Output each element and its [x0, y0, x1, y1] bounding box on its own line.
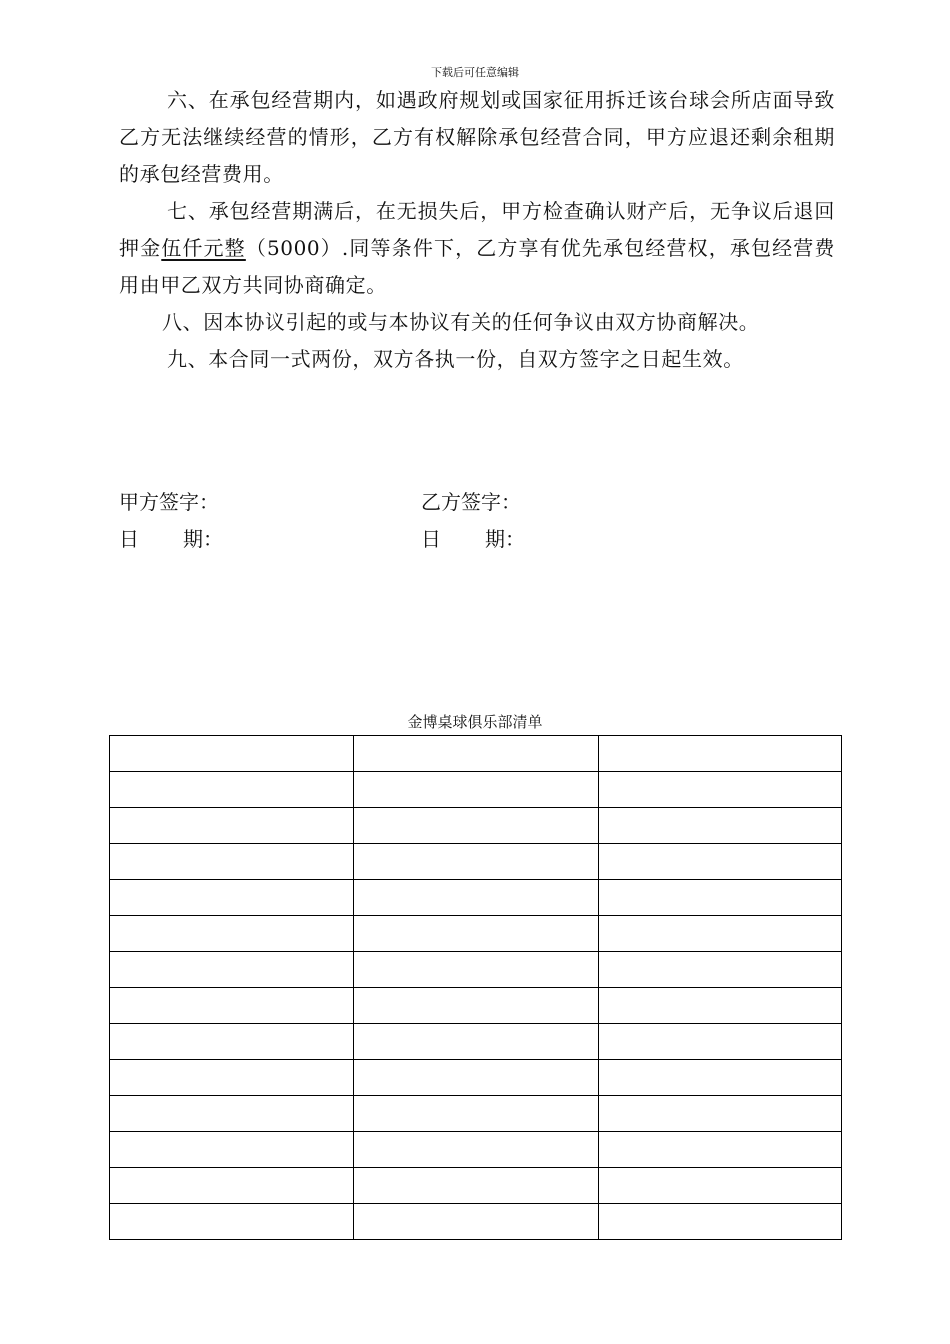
- table-cell: [354, 1024, 599, 1060]
- clause-8: 八、因本协议引起的或与本协议有关的任何争议由双方协商解决。: [162, 310, 760, 334]
- party-b-date-label: [421, 521, 525, 558]
- table-cell: [110, 736, 354, 772]
- table-cell: [599, 808, 842, 844]
- table-cell: [110, 772, 354, 808]
- table-row: [110, 808, 842, 844]
- table-cell: [354, 808, 599, 844]
- table-row: [110, 1096, 842, 1132]
- party-b-signature-label: 乙方签字：: [421, 490, 521, 514]
- table-cell: [110, 1132, 354, 1168]
- table-cell: [599, 736, 842, 772]
- deposit-amount-underlined: 伍仟元整: [161, 236, 246, 260]
- table-cell: [354, 952, 599, 988]
- table-cell: [599, 844, 842, 880]
- date-char-qi: 期：: [485, 527, 525, 551]
- clause-6: 六、在承包经营期内，如遇政府规划或国家征用拆迁该台球会所店面导致乙方无法继续经营的情形，乙方有权解除承包经营合同，甲方应退还剩余租期的承包经营费用。: [119, 88, 835, 186]
- table-cell: [599, 880, 842, 916]
- table-cell: [354, 1168, 599, 1204]
- inventory-title: 金博桌球俱乐部清单: [407, 713, 543, 731]
- table-row: [110, 1024, 842, 1060]
- inventory-table-body: [110, 736, 842, 1240]
- table-cell: [599, 772, 842, 808]
- date-char-ri: 日: [119, 527, 139, 551]
- table-cell: [110, 844, 354, 880]
- table-cell: [354, 988, 599, 1024]
- clause-9: 九、本合同一式两份，双方各执一份，自双方签字之日起生效。: [167, 347, 744, 371]
- table-row: [110, 880, 842, 916]
- table-row: [110, 916, 842, 952]
- table-cell: [110, 1060, 354, 1096]
- table-cell: [110, 1168, 354, 1204]
- date-char-ri: 日: [421, 527, 441, 551]
- clause-7-text-end: （5000）.同等条件下，乙方享有优先承包经营权，承包经营费用由甲乙双方共同协商确定。: [119, 236, 835, 297]
- table-row: [110, 844, 842, 880]
- table-cell: [599, 1204, 842, 1240]
- table-cell: [110, 880, 354, 916]
- table-cell: [354, 844, 599, 880]
- clause-7-text-start: 七、承包经营期满后，在无损失后，甲方检查确认财产后，无争议后退回押金: [119, 199, 835, 260]
- signature-row: [119, 484, 835, 521]
- table-row: [110, 772, 842, 808]
- header-note: 下载后可任意编辑: [431, 66, 519, 79]
- party-a-date-label: [119, 521, 223, 558]
- date-char-qi: 期：: [183, 527, 223, 551]
- table-cell: [599, 1060, 842, 1096]
- table-cell: [110, 1096, 354, 1132]
- table-cell: [354, 1060, 599, 1096]
- table-cell: [599, 988, 842, 1024]
- table-cell: [354, 1204, 599, 1240]
- table-cell: [354, 880, 599, 916]
- table-cell: [354, 736, 599, 772]
- table-cell: [354, 772, 599, 808]
- table-row: [110, 1168, 842, 1204]
- table-cell: [599, 1096, 842, 1132]
- table-cell: [110, 952, 354, 988]
- table-row: [110, 988, 842, 1024]
- table-row: [110, 1132, 842, 1168]
- inventory-table: [109, 735, 842, 1240]
- party-a-signature-label: 甲方签字：: [119, 490, 219, 514]
- table-cell: [110, 1204, 354, 1240]
- table-row: [110, 736, 842, 772]
- table-row: [110, 1204, 842, 1240]
- table-cell: [599, 1132, 842, 1168]
- table-row: [110, 952, 842, 988]
- date-row: [119, 521, 835, 558]
- table-cell: [110, 1024, 354, 1060]
- table-cell: [599, 952, 842, 988]
- table-cell: [110, 808, 354, 844]
- table-cell: [354, 916, 599, 952]
- table-row: [110, 1060, 842, 1096]
- table-cell: [354, 1132, 599, 1168]
- table-cell: [599, 1024, 842, 1060]
- signature-block: [119, 484, 835, 558]
- table-cell: [599, 916, 842, 952]
- clause-7: [119, 193, 835, 304]
- table-cell: [110, 916, 354, 952]
- table-cell: [599, 1168, 842, 1204]
- table-cell: [354, 1096, 599, 1132]
- table-cell: [110, 988, 354, 1024]
- contract-body: [119, 82, 835, 378]
